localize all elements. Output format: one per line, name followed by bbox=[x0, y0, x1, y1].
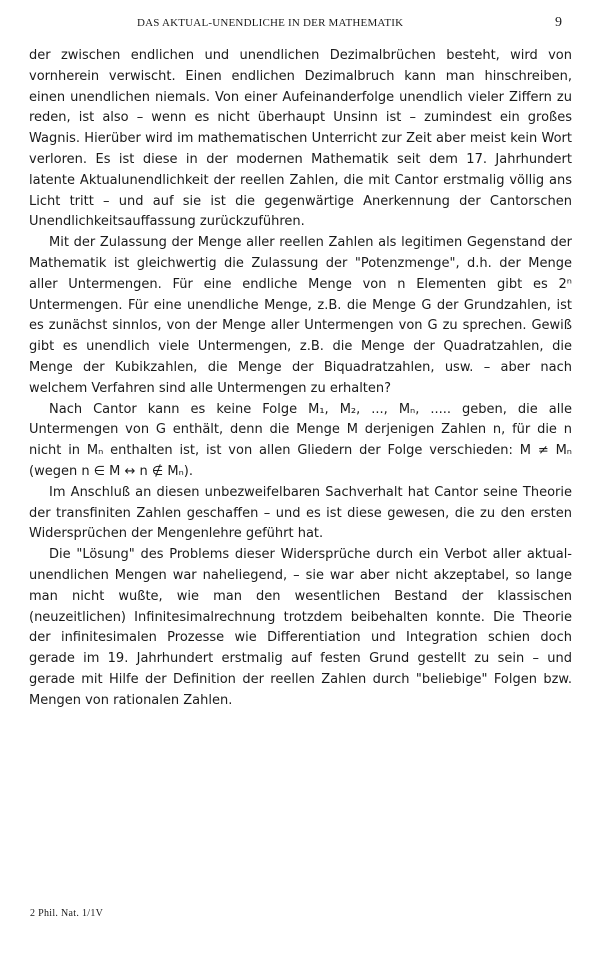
paragraph-3: Nach Cantor kann es keine Folge M₁, M₂, ..., Mₙ, ..... geben, die alle Untermengen von G enthält, denn die Menge M derjenigen Zahlen n, für die n nicht in Mₙ enthalten ist, ist von allen Gliedern der Folge verschieden: M ≠ Mₙ (wegen n ∈ M ↔ n ∉ Mₙ). bbox=[29, 401, 572, 479]
paragraph-4: Im Anschluß an diesen unbezweifelbaren Sachverhalt hat Cantor seine Theorie der transfiniten Zahlen geschaffen – und es ist diese gewesen, die zu den ersten Widersprüchen der Mengenlehre geführt hat. bbox=[29, 484, 572, 542]
printer-signature: 2 Phil. Nat. 1/1V bbox=[30, 908, 104, 919]
paragraph-1: der zwischen endlichen und unendlichen Dezimalbrüchen besteht, wird von vornherein verwischt. Einen endlichen Dezimalbruch kann man hinschreiben, einen unendlichen niemals. Von einer Aufeinanderfolge unendlich vieler Ziffern zu reden, ist also – wenn es nicht überhaupt Unsinn ist – zumindest ein großes Wagnis. Hierüber wird im mathematischen Unterricht zur Zeit aber meist kein Wort verloren. Es ist diese in der modernen Mathematik seit dem 17. Jahrhundert latente Aktualunendlichkeit der reellen Zahlen, die mit Cantor erstmalig völlig ans Licht tritt – und auf sie ist die gegenwärtige Anerkennung der Cantorschen Unendlichkeitsauffassung zurückzuführen. bbox=[29, 48, 572, 230]
paragraph-2: Mit der Zulassung der Menge aller reellen Zahlen als legitimen Gegenstand der Mathematik ist gleichwertig die Zulassung der "Potenzmenge", d.h. der Menge aller Untermengen. Für eine endliche Menge von n Elementen gibt es 2ⁿ Untermengen. Für eine unendliche Menge, z.B. die Menge G der Grundzahlen, ist es zunächst sinnlos, von der Menge aller Untermengen von G zu sprechen. Gewiß gibt es unendlich viele Untermengen, z.B. die Menge der Quadratzahlen, die Menge der Kubikzahlen, die Menge der Biquadratzahlen, usw. – aber nach welchem Verfahren sind alle Untermengen zu erhalten? bbox=[29, 235, 572, 396]
running-head bbox=[0, 15, 602, 35]
page-number: 9 bbox=[555, 15, 563, 30]
paragraph-5: Die "Lösung" des Problems dieser Widersprüche durch ein Verbot aller aktual-unendlichen Mengen war naheliegend, – sie war aber nicht akzeptabel, so lange man nicht wußte, wie man den wesentlichen Bestand der klassischen (neuzeitlichen) Infinitesimalrechnung trotzdem beibehalten konnte. Die Theorie der infinitesimalen Prozesse wie Differentiation und Integration schien doch gerade im 19. Jahrhundert erstmalig auf festen Grund gestellt zu sein – und gerade mit Hilfe der Definition der reellen Zahlen durch "beliebige" Folgen bzw. Mengen von rationalen Zahlen. bbox=[29, 547, 572, 708]
body-text bbox=[29, 46, 572, 712]
running-title: DAS AKTUAL-UNENDLICHE IN DER MATHEMATIK bbox=[137, 17, 404, 29]
